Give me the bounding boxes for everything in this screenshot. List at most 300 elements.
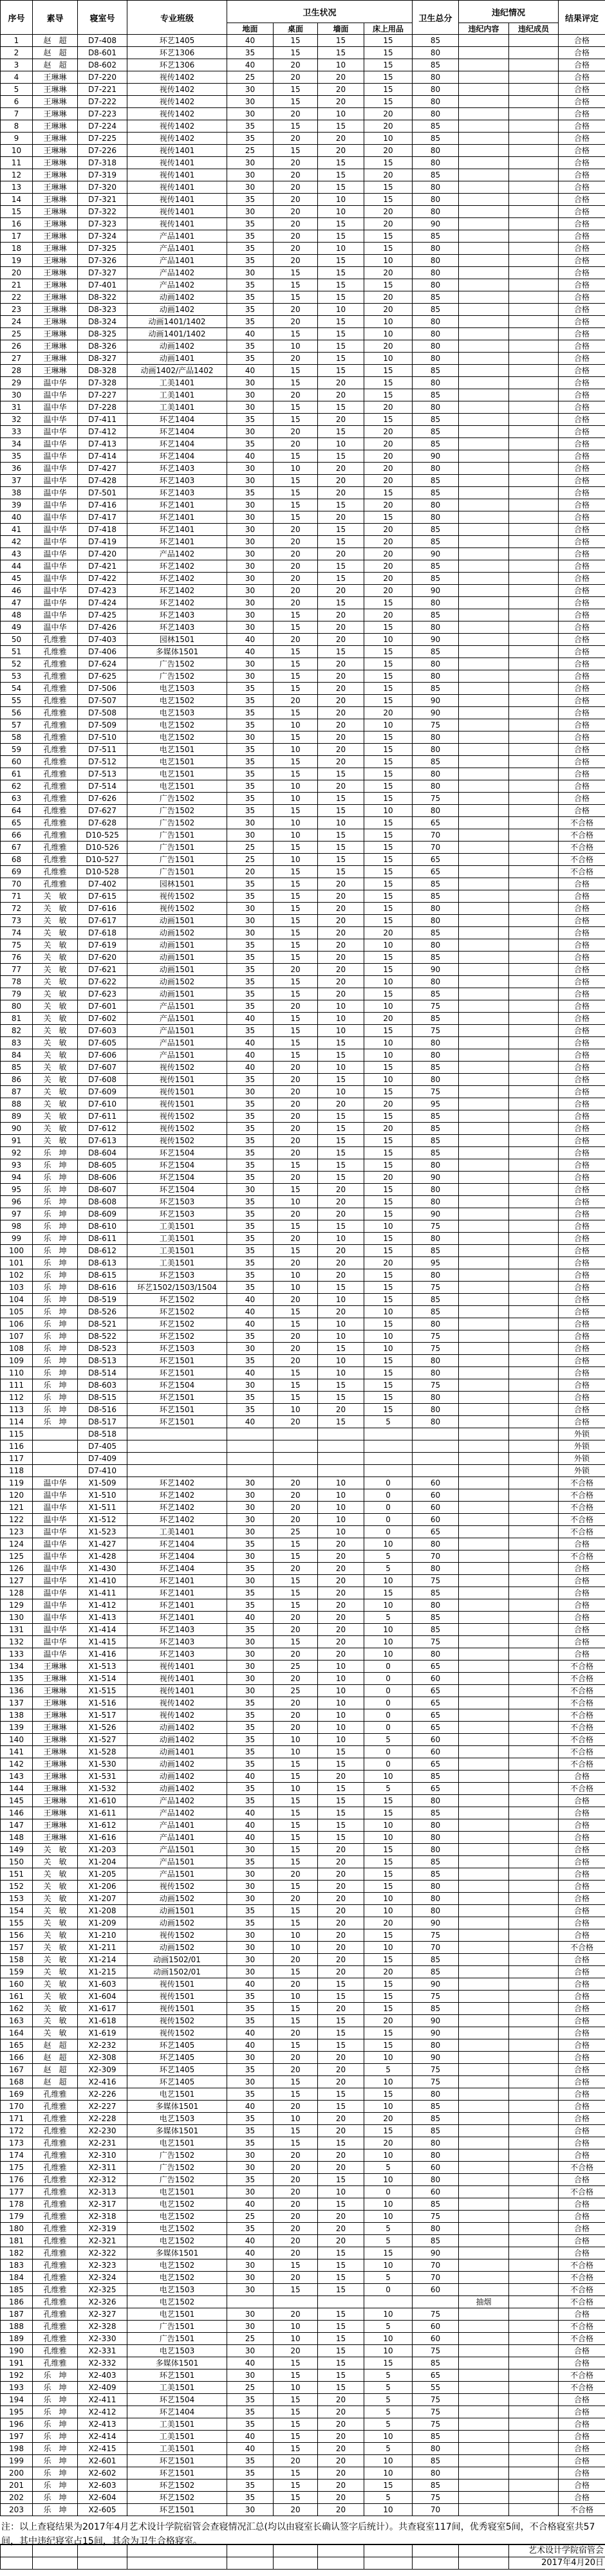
cell-violation-member bbox=[509, 2431, 559, 2443]
table-row bbox=[1, 2406, 605, 2418]
cell-violation-member bbox=[509, 1661, 559, 1673]
cell-total: 80 bbox=[413, 157, 459, 169]
cell-room: X2-325 bbox=[78, 2284, 127, 2296]
cell-bedding: 10 bbox=[364, 2467, 413, 2479]
cell-room: D7-327 bbox=[78, 267, 127, 279]
cell-desk: 15 bbox=[274, 805, 318, 817]
cell-violation-content bbox=[459, 1587, 509, 1599]
cell-room: D8-325 bbox=[78, 328, 127, 340]
cell-total: 90 bbox=[413, 585, 459, 597]
cell-bedding: 20 bbox=[364, 1123, 413, 1135]
cell-result: 合格 bbox=[559, 401, 605, 414]
cell-floor: 35 bbox=[227, 1917, 274, 1929]
cell-violation-member bbox=[509, 2357, 559, 2369]
cell-wall: 10 bbox=[318, 1734, 364, 1746]
cell-violation-member bbox=[509, 1575, 559, 1587]
cell-violation-content bbox=[459, 1771, 509, 1783]
cell-index: 178 bbox=[1, 2198, 33, 2211]
cell-index: 154 bbox=[1, 1905, 33, 1917]
cell-wall: 15 bbox=[318, 353, 364, 365]
cell-total: 90 bbox=[413, 1978, 459, 1991]
cell-violation-content bbox=[459, 108, 509, 120]
table-row bbox=[1, 1929, 605, 1942]
cell-desk: 15 bbox=[274, 621, 318, 634]
cell-violation-content bbox=[459, 2137, 509, 2149]
table-row bbox=[1, 169, 605, 181]
cell-wall: 10 bbox=[318, 1000, 364, 1013]
cell-total: 75 bbox=[413, 1575, 459, 1587]
cell-total: 75 bbox=[413, 719, 459, 731]
cell-violation-member bbox=[509, 1037, 559, 1049]
cell-supervisor: 温中华 bbox=[33, 621, 78, 634]
cell-desk: 15 bbox=[274, 279, 318, 291]
cell-index: 80 bbox=[1, 1000, 33, 1013]
cell-index: 156 bbox=[1, 1929, 33, 1942]
cell-total: 80 bbox=[413, 976, 459, 988]
cell-total: 80 bbox=[413, 1318, 459, 1330]
header-result: 结果评定 bbox=[559, 1, 605, 35]
cell-wall: 20 bbox=[318, 1245, 364, 1257]
cell-room: D7-222 bbox=[78, 96, 127, 108]
cell-floor: 35 bbox=[227, 340, 274, 353]
cell-violation-content bbox=[459, 291, 509, 304]
cell-supervisor: 乐 坤 bbox=[33, 1404, 78, 1416]
cell-violation-content bbox=[459, 1929, 509, 1942]
cell-result: 合格 bbox=[559, 1954, 605, 1966]
cell-violation-content bbox=[459, 243, 509, 255]
cell-room: X1-619 bbox=[78, 2027, 127, 2039]
cell-violation-content bbox=[459, 536, 509, 548]
cell-class: 动画1402 bbox=[127, 340, 227, 353]
cell-room: D7-608 bbox=[78, 1074, 127, 1086]
cell-floor: 30 bbox=[227, 658, 274, 670]
cell-result: 合格 bbox=[559, 548, 605, 560]
cell-wall: 20 bbox=[318, 2003, 364, 2015]
table-row bbox=[1, 1563, 605, 1575]
cell-violation-member bbox=[509, 1905, 559, 1917]
table-row bbox=[1, 609, 605, 621]
cell-violation-member bbox=[509, 96, 559, 108]
cell-result: 不合格 bbox=[559, 1673, 605, 1685]
cell-violation-member bbox=[509, 1355, 559, 1367]
cell-floor: 30 bbox=[227, 1648, 274, 1661]
cell-total: 75 bbox=[413, 2308, 459, 2321]
cell-violation-member bbox=[509, 548, 559, 560]
cell-room: X1-530 bbox=[78, 1758, 127, 1771]
cell-supervisor: 孔维雅 bbox=[33, 2247, 78, 2259]
cell-room: D8-324 bbox=[78, 316, 127, 328]
cell-violation-member bbox=[509, 2174, 559, 2186]
cell-violation-content bbox=[459, 1636, 509, 1648]
cell-violation-member bbox=[509, 2345, 559, 2357]
cell-wall: 10 bbox=[318, 1086, 364, 1098]
cell-floor: 35 bbox=[227, 414, 274, 426]
table-row bbox=[1, 1233, 605, 1245]
cell-violation-member bbox=[509, 1954, 559, 1966]
cell-bedding: 5 bbox=[364, 2162, 413, 2174]
cell-violation-member bbox=[509, 695, 559, 707]
cell-total: 75 bbox=[413, 1000, 459, 1013]
cell-total: 85 bbox=[413, 2003, 459, 2015]
cell-class: 视传1402 bbox=[127, 1709, 227, 1722]
cell-result: 合格 bbox=[559, 1330, 605, 1343]
cell-class: 环艺1403 bbox=[127, 463, 227, 475]
cell-supervisor: 王琳琳 bbox=[33, 328, 78, 340]
cell-violation-member bbox=[509, 2369, 559, 2382]
cell-floor: 30 bbox=[227, 401, 274, 414]
cell-floor: 35 bbox=[227, 756, 274, 768]
cell-class: 产品1402 bbox=[127, 548, 227, 560]
cell-violation-content bbox=[459, 1550, 509, 1563]
cell-room: X1-410 bbox=[78, 1575, 127, 1587]
cell-supervisor: 王琳琳 bbox=[33, 279, 78, 291]
cell-violation-content bbox=[459, 1599, 509, 1612]
cell-total: 75 bbox=[413, 2418, 459, 2431]
cell-violation-member bbox=[509, 744, 559, 756]
cell-supervisor: 王琳琳 bbox=[33, 304, 78, 316]
cell-floor bbox=[227, 1453, 274, 1465]
cell-desk: 15 bbox=[274, 1013, 318, 1025]
cell-result: 合格 bbox=[559, 1881, 605, 1893]
cell-desk: 15 bbox=[274, 267, 318, 279]
cell-wall: 15 bbox=[318, 1110, 364, 1123]
cell-result: 合格 bbox=[559, 2211, 605, 2223]
cell-floor: 30 bbox=[227, 389, 274, 401]
table-row bbox=[1, 1550, 605, 1563]
cell-violation-member bbox=[509, 169, 559, 181]
cell-floor: 30 bbox=[227, 1844, 274, 1856]
cell-violation-content bbox=[459, 1978, 509, 1991]
cell-desk: 20 bbox=[274, 1673, 318, 1685]
cell-result: 合格 bbox=[559, 939, 605, 952]
cell-index: 163 bbox=[1, 2015, 33, 2027]
header-total: 卫生总分 bbox=[413, 1, 459, 35]
cell-class bbox=[127, 1428, 227, 1440]
table-row bbox=[1, 646, 605, 658]
cell-index: 46 bbox=[1, 585, 33, 597]
cell-bedding: 5 bbox=[364, 1550, 413, 1563]
cell-result: 不合格 bbox=[559, 2162, 605, 2174]
cell-bedding: 15 bbox=[364, 964, 413, 976]
cell-class: 动画1402/产品1402 bbox=[127, 365, 227, 377]
cell-room: X1-427 bbox=[78, 1538, 127, 1550]
cell-total: 80 bbox=[413, 2137, 459, 2149]
cell-total: 75 bbox=[413, 1025, 459, 1037]
cell-bedding: 0 bbox=[364, 1526, 413, 1538]
table-row bbox=[1, 1807, 605, 1819]
cell-wall: 20 bbox=[318, 1550, 364, 1563]
cell-violation-content bbox=[459, 145, 509, 157]
header-hygiene-group: 卫生状况 bbox=[227, 1, 413, 23]
cell-violation-content bbox=[459, 304, 509, 316]
cell-result: 外锁 bbox=[559, 1440, 605, 1453]
cell-class: 园林1501 bbox=[127, 878, 227, 890]
cell-desk: 15 bbox=[274, 1599, 318, 1612]
table-row bbox=[1, 1758, 605, 1771]
cell-desk: 25 bbox=[274, 1526, 318, 1538]
cell-result: 合格 bbox=[559, 230, 605, 243]
cell-wall: 15 bbox=[318, 2333, 364, 2345]
cell-result: 合格 bbox=[559, 35, 605, 47]
cell-supervisor: 孔维雅 bbox=[33, 707, 78, 719]
cell-violation-member bbox=[509, 1991, 559, 2003]
cell-violation-content bbox=[459, 609, 509, 621]
cell-violation-content bbox=[459, 1135, 509, 1147]
cell-violation-member bbox=[509, 1868, 559, 1881]
table-row bbox=[1, 59, 605, 71]
cell-class: 动画1401/1402 bbox=[127, 328, 227, 340]
cell-desk: 20 bbox=[274, 2101, 318, 2113]
cell-index: 152 bbox=[1, 1881, 33, 1893]
cell-room: D7-323 bbox=[78, 218, 127, 230]
cell-floor: 25 bbox=[227, 71, 274, 84]
cell-bedding: 10 bbox=[364, 1037, 413, 1049]
cell-class: 视传1501 bbox=[127, 1098, 227, 1110]
cell-wall: 20 bbox=[318, 145, 364, 157]
cell-total: 85 bbox=[413, 365, 459, 377]
cell-bedding: 10 bbox=[364, 1575, 413, 1587]
cell-violation-member bbox=[509, 1819, 559, 1832]
table-row bbox=[1, 2443, 605, 2455]
table-row bbox=[1, 621, 605, 634]
cell-desk: 15 bbox=[274, 499, 318, 511]
cell-class: 视传1401 bbox=[127, 1673, 227, 1685]
cell-violation-member bbox=[509, 1832, 559, 1844]
cell-bedding: 5 bbox=[364, 2406, 413, 2418]
cell-room: X1-512 bbox=[78, 1514, 127, 1526]
cell-room: X1-611 bbox=[78, 1807, 127, 1819]
table-row bbox=[1, 2088, 605, 2101]
table-row bbox=[1, 1257, 605, 1269]
cell-class: 视传1502 bbox=[127, 903, 227, 915]
cell-bedding: 20 bbox=[364, 304, 413, 316]
cell-supervisor: 温中华 bbox=[33, 511, 78, 524]
cell-violation-content bbox=[459, 1074, 509, 1086]
table-row bbox=[1, 1306, 605, 1318]
cell-result: 合格 bbox=[559, 768, 605, 780]
cell-result: 合格 bbox=[559, 1294, 605, 1306]
cell-room: X2-328 bbox=[78, 2321, 127, 2333]
summary-note: 注：以上查寝结果为2017年4月艺术设计学院宿管会查寝情况汇总(均以由寝室长确认签字后统计）。共查寝室117间，优秀寝室5间，不合格寝室共57间，其中违纪寝室占15间，其余为卫生合格寝室。 bbox=[1, 2522, 595, 2547]
cell-floor: 35 bbox=[227, 793, 274, 805]
cell-room: D7-418 bbox=[78, 524, 127, 536]
cell-violation-content bbox=[459, 316, 509, 328]
cell-room: X2-412 bbox=[78, 2406, 127, 2418]
cell-supervisor: 关 敏 bbox=[33, 890, 78, 903]
cell-violation-content bbox=[459, 2479, 509, 2492]
cell-class: 环艺1402 bbox=[127, 1502, 227, 1514]
cell-bedding: 15 bbox=[364, 2039, 413, 2052]
cell-bedding: 15 bbox=[364, 1978, 413, 1991]
cell-class: 动画1402 bbox=[127, 1722, 227, 1734]
cell-supervisor: 孔维雅 bbox=[33, 2186, 78, 2198]
cell-class: 电艺1503 bbox=[127, 2284, 227, 2296]
cell-class: 视传1401 bbox=[127, 157, 227, 169]
header-desk: 桌面 bbox=[274, 23, 318, 35]
cell-room: D7-607 bbox=[78, 1062, 127, 1074]
cell-wall: 15 bbox=[318, 2101, 364, 2113]
cell-desk: 20 bbox=[274, 1172, 318, 1184]
cell-floor: 35 bbox=[227, 707, 274, 719]
cell-floor: 35 bbox=[227, 1722, 274, 1734]
cell-room: D7-225 bbox=[78, 133, 127, 145]
cell-wall: 15 bbox=[318, 1282, 364, 1294]
cell-desk: 20 bbox=[274, 1624, 318, 1636]
cell-result: 合格 bbox=[559, 2394, 605, 2406]
table-row bbox=[1, 1159, 605, 1172]
cell-violation-content bbox=[459, 1893, 509, 1905]
cell-floor: 35 bbox=[227, 1208, 274, 1220]
cell-desk: 15 bbox=[274, 1575, 318, 1587]
cell-wall: 20 bbox=[318, 475, 364, 487]
cell-floor: 35 bbox=[227, 2479, 274, 2492]
cell-bedding: 20 bbox=[364, 1172, 413, 1184]
cell-result: 不合格 bbox=[559, 866, 605, 878]
cell-index: 111 bbox=[1, 1379, 33, 1392]
cell-class: 环艺1502 bbox=[127, 2479, 227, 2492]
cell-index: 24 bbox=[1, 316, 33, 328]
cell-violation-member bbox=[509, 1734, 559, 1746]
cell-wall: 15 bbox=[318, 2321, 364, 2333]
cell-violation-member bbox=[509, 988, 559, 1000]
cell-room: X1-207 bbox=[78, 1893, 127, 1905]
cell-violation-content bbox=[459, 2113, 509, 2125]
cell-index: 93 bbox=[1, 1159, 33, 1172]
cell-total: 90 bbox=[413, 218, 459, 230]
cell-floor: 40 bbox=[227, 1294, 274, 1306]
cell-total: 80 bbox=[413, 2443, 459, 2455]
cell-desk: 20 bbox=[274, 255, 318, 267]
cell-index: 17 bbox=[1, 230, 33, 243]
cell-desk: 20 bbox=[274, 2186, 318, 2198]
cell-violation-member bbox=[509, 621, 559, 634]
header-supervisor: 素导 bbox=[33, 1, 78, 35]
cell-class: 电艺1502 bbox=[127, 2259, 227, 2272]
cell-wall: 15 bbox=[318, 230, 364, 243]
cell-desk: 15 bbox=[274, 1758, 318, 1771]
table-row bbox=[1, 291, 605, 304]
cell-bedding: 10 bbox=[364, 1893, 413, 1905]
cell-desk: 10 bbox=[274, 1929, 318, 1942]
cell-floor: 30 bbox=[227, 548, 274, 560]
cell-wall: 20 bbox=[318, 2076, 364, 2088]
cell-class: 电艺1503 bbox=[127, 2113, 227, 2125]
cell-violation-member bbox=[509, 133, 559, 145]
cell-result: 合格 bbox=[559, 243, 605, 255]
table-row bbox=[1, 707, 605, 719]
cell-wall: 20 bbox=[318, 988, 364, 1000]
cell-wall: 20 bbox=[318, 2455, 364, 2467]
cell-violation-content bbox=[459, 218, 509, 230]
cell-violation-content bbox=[459, 1783, 509, 1795]
table-row bbox=[1, 805, 605, 817]
cell-total: 85 bbox=[413, 2479, 459, 2492]
cell-class: 动画1402 bbox=[127, 304, 227, 316]
cell-violation-member bbox=[509, 524, 559, 536]
cell-room: X2-310 bbox=[78, 2149, 127, 2162]
cell-wall: 10 bbox=[318, 1514, 364, 1526]
cell-supervisor: 赵 超 bbox=[33, 2039, 78, 2052]
cell-total: 85 bbox=[413, 1807, 459, 1819]
cell-wall: 20 bbox=[318, 634, 364, 646]
cell-supervisor: 孔维雅 bbox=[33, 2296, 78, 2308]
cell-room: D7-620 bbox=[78, 952, 127, 964]
cell-class: 环艺1501 bbox=[127, 1367, 227, 1379]
cell-index: 63 bbox=[1, 793, 33, 805]
cell-supervisor: 孔维雅 bbox=[33, 842, 78, 854]
cell-violation-content bbox=[459, 719, 509, 731]
cell-room: X1-416 bbox=[78, 1648, 127, 1661]
cell-class: 电艺1502 bbox=[127, 731, 227, 744]
cell-bedding: 15 bbox=[364, 1318, 413, 1330]
cell-total: 80 bbox=[413, 1184, 459, 1196]
cell-result: 合格 bbox=[559, 1282, 605, 1294]
cell-result: 合格 bbox=[559, 1807, 605, 1819]
cell-room: D8-609 bbox=[78, 1208, 127, 1220]
cell-total: 90 bbox=[413, 450, 459, 463]
cell-supervisor: 乐 坤 bbox=[33, 2443, 78, 2455]
cell-index: 32 bbox=[1, 414, 33, 426]
cell-desk: 15 bbox=[274, 2088, 318, 2101]
cell-bedding: 10 bbox=[364, 1771, 413, 1783]
cell-room: D8-607 bbox=[78, 1184, 127, 1196]
cell-bedding: 15 bbox=[364, 47, 413, 59]
cell-violation-member bbox=[509, 2296, 559, 2308]
cell-floor: 30 bbox=[227, 1526, 274, 1538]
cell-violation-content bbox=[459, 2198, 509, 2211]
cell-wall: 20 bbox=[318, 695, 364, 707]
cell-wall: 15 bbox=[318, 2284, 364, 2296]
cell-violation-member bbox=[509, 2149, 559, 2162]
cell-desk: 15 bbox=[274, 2492, 318, 2504]
cell-class: 环艺1502 bbox=[127, 1330, 227, 1343]
cell-supervisor: 温中华 bbox=[33, 475, 78, 487]
cell-wall: 10 bbox=[318, 304, 364, 316]
cell-supervisor: 乐 坤 bbox=[33, 2504, 78, 2516]
cell-total: 65 bbox=[413, 1661, 459, 1673]
cell-room: X2-330 bbox=[78, 2333, 127, 2345]
cell-supervisor: 王琳琳 bbox=[33, 1783, 78, 1795]
table-row bbox=[1, 866, 605, 878]
cell-desk bbox=[274, 1453, 318, 1465]
cell-result: 合格 bbox=[559, 1159, 605, 1172]
cell-class: 环艺1501 bbox=[127, 2455, 227, 2467]
header-floor: 地面 bbox=[227, 23, 274, 35]
cell-result: 合格 bbox=[559, 1404, 605, 1416]
table-row bbox=[1, 108, 605, 120]
table-row bbox=[1, 1783, 605, 1795]
cell-violation-content bbox=[459, 817, 509, 829]
cell-result: 合格 bbox=[559, 206, 605, 218]
cell-index: 197 bbox=[1, 2431, 33, 2443]
cell-index: 162 bbox=[1, 2003, 33, 2015]
cell-index: 34 bbox=[1, 438, 33, 450]
cell-desk: 15 bbox=[274, 328, 318, 340]
cell-total: 80 bbox=[413, 145, 459, 157]
cell-result: 合格 bbox=[559, 450, 605, 463]
cell-room: D7-220 bbox=[78, 71, 127, 84]
cell-supervisor: 关 敏 bbox=[33, 1917, 78, 1929]
cell-room: D7-228 bbox=[78, 401, 127, 414]
cell-result: 合格 bbox=[559, 1172, 605, 1184]
cell-floor: 35 bbox=[227, 1025, 274, 1037]
cell-supervisor: 赵 超 bbox=[33, 59, 78, 71]
cell-index: 47 bbox=[1, 597, 33, 609]
cell-class: 产品1401 bbox=[127, 1832, 227, 1844]
cell-violation-member bbox=[509, 47, 559, 59]
cell-violation-content bbox=[459, 2357, 509, 2369]
cell-violation-content bbox=[459, 377, 509, 389]
